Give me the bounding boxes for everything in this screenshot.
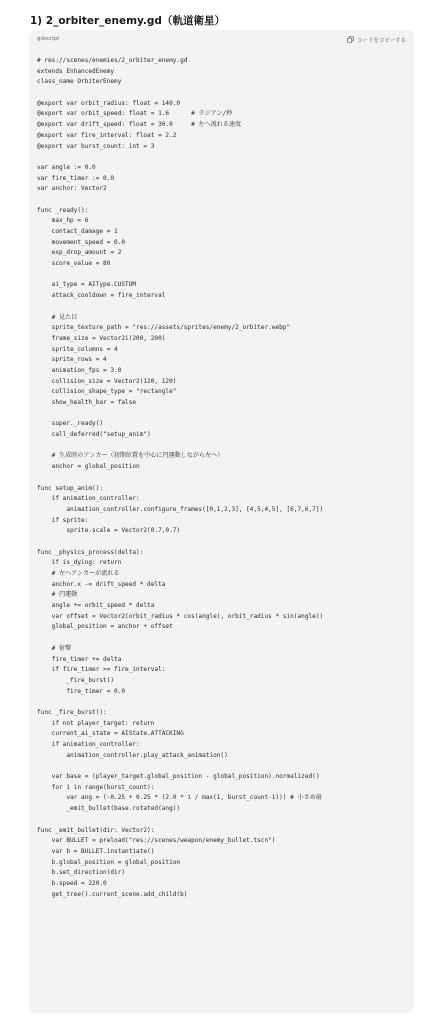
code-line: ai_type = AIType.CUSTOM — [37, 281, 137, 289]
code-line — [37, 537, 407, 548]
code-line: angle += orbit_speed * delta — [37, 602, 155, 610]
code-line — [37, 633, 407, 644]
code-line: func setup_anim(): — [37, 484, 104, 492]
code-line: exp_drop_amount = 2 — [37, 249, 122, 257]
code-line: @export var fire_interval: float = 2.2 — [37, 131, 177, 139]
code-line: sprite_rows = 4 — [37, 356, 107, 364]
code-line — [37, 697, 407, 708]
code-line: call_deferred("setup_anim") — [37, 431, 151, 439]
code-line: contact_damage = 1 — [37, 228, 118, 235]
code-line: # 射撃 — [37, 644, 72, 652]
code-line: @export var orbit_speed: float = 1.6 # ラジアン/秒 — [37, 110, 233, 118]
code-line: frame_size = Vector2i(200, 200) — [37, 334, 166, 342]
code-line — [37, 152, 407, 163]
code-line: var BULLET = preload("res://scenes/weapon/enemy_bullet.tscn") — [37, 837, 276, 845]
code-line: # 生成時のアンカー（初期位置を中心に円運動しながら左へ） — [37, 452, 224, 460]
section-heading: 1) 2_orbiter_enemy.gd（軌道衛星） — [30, 15, 225, 27]
code-line: show_health_bar = false — [37, 399, 137, 406]
code-line: sprite_columns = 4 — [37, 345, 118, 353]
code-line: var ang = (-0.25 + 0.25 * (2.0 * i / max(1, burst_count-1))) # 小さめ扇 — [37, 794, 322, 802]
code-line: b.speed = 220.0 — [37, 879, 107, 887]
code-line: # 見た目 — [37, 313, 78, 321]
code-line — [37, 195, 407, 206]
code-line: var anchor: Vector2 — [37, 185, 107, 193]
code-line: super._ready() — [37, 420, 104, 428]
code-line: fire_timer += delta — [37, 655, 122, 663]
code-line: class_name OrbiterEnemy — [37, 78, 122, 86]
code-line: current_ai_state = AIState.ATTACKING — [37, 730, 184, 738]
code-block-header — [29, 30, 414, 50]
code-line: # 円運動 — [37, 591, 78, 599]
code-line: _fire_burst() — [37, 676, 115, 684]
code-line: sprite.scale = Vector2(0.7,0.7) — [37, 527, 181, 535]
code-line: for i in range(burst_count): — [37, 783, 155, 791]
code-line — [37, 88, 407, 99]
code-line: @export var burst_count: int = 3 — [37, 142, 155, 150]
code-line: animation_controller.configure_frames([0,1,2,3], [4,5,4,5], [6,7,6,7]) — [37, 505, 324, 513]
code-line: collision_shape_type = "rectangle" — [37, 388, 177, 396]
code-line: @export var drift_speed: float = 30.0 # 左へ流れる速度 — [37, 121, 242, 129]
code-line: var b = BULLET.instantiate() — [37, 847, 155, 855]
code-line: if not player_target: return — [37, 719, 155, 727]
code-line: b.set_direction(dir) — [37, 869, 126, 877]
code-content — [37, 56, 407, 900]
code-line: fire_timer = 0.0 — [37, 687, 126, 695]
code-line — [37, 302, 407, 313]
code-line: # res://scenes/enemies/2_orbiter_enemy.gd — [37, 57, 188, 64]
code-line — [37, 815, 407, 826]
code-line: var base = (player_target.global_position - global_position).normalized() — [37, 773, 320, 781]
copy-code-button[interactable] — [347, 34, 406, 45]
code-line: anchor.x -= drift_speed * delta — [37, 580, 166, 588]
code-line: var fire_timer := 0.0 — [37, 174, 115, 182]
code-line: sprite_texture_path = "res://assets/sprites/enemy/2_orbiter.webp" — [37, 324, 291, 332]
code-line: if is_dying: return — [37, 559, 122, 567]
code-line — [37, 270, 407, 281]
code-line: var offset = Vector2(orbit_radius * cos(angle), orbit_radius * sin(angle)) — [37, 612, 324, 620]
code-line: if animation_controller: — [37, 741, 140, 748]
code-line: func _ready(): — [37, 206, 89, 214]
code-line — [37, 441, 407, 452]
copy-icon — [347, 36, 354, 43]
code-line: b.global_position = global_position — [37, 858, 181, 866]
code-line: extends EnhancedEnemy — [37, 67, 115, 75]
code-line: max_hp = 6 — [37, 217, 89, 225]
code-line: score_value = 80 — [37, 260, 111, 268]
code-line: anchor = global_position — [37, 463, 140, 471]
code-line: attack_cooldown = fire_interval — [37, 292, 166, 300]
code-line: movement_speed = 0.0 — [37, 238, 126, 246]
code-line: collision_size = Vector2(120, 120) — [37, 377, 177, 385]
code-line: func _physics_process(delta): — [37, 548, 144, 556]
copy-code-label: コードをコピーする — [356, 37, 406, 44]
code-line: func _emit_bullet(dir: Vector2): — [37, 826, 155, 834]
code-line: func _fire_burst(): — [37, 708, 107, 716]
code-line: if animation_controller: — [37, 495, 140, 503]
code-line: # 左へアンカーが流れる — [37, 570, 120, 577]
code-line: _emit_bullet(base.rotated(ang)) — [37, 805, 181, 813]
code-line — [37, 473, 407, 484]
code-line: animation_fps = 3.0 — [37, 366, 122, 374]
code-language-label: gdscript — [37, 36, 60, 42]
code-line: get_tree().current_scene.add_child(b) — [37, 890, 188, 898]
code-line: animation_controller.play_attack_animation() — [37, 751, 228, 759]
code-line — [37, 761, 407, 772]
code-line: var angle := 0.0 — [37, 163, 96, 171]
code-block — [29, 30, 414, 1013]
code-line: @export var orbit_radius: float = 140.0 — [37, 99, 181, 107]
code-line — [37, 409, 407, 420]
code-line: if sprite: — [37, 516, 89, 524]
code-line: global_position = anchor + offset — [37, 623, 173, 631]
code-line: if fire_timer >= fire_interval: — [37, 666, 166, 674]
